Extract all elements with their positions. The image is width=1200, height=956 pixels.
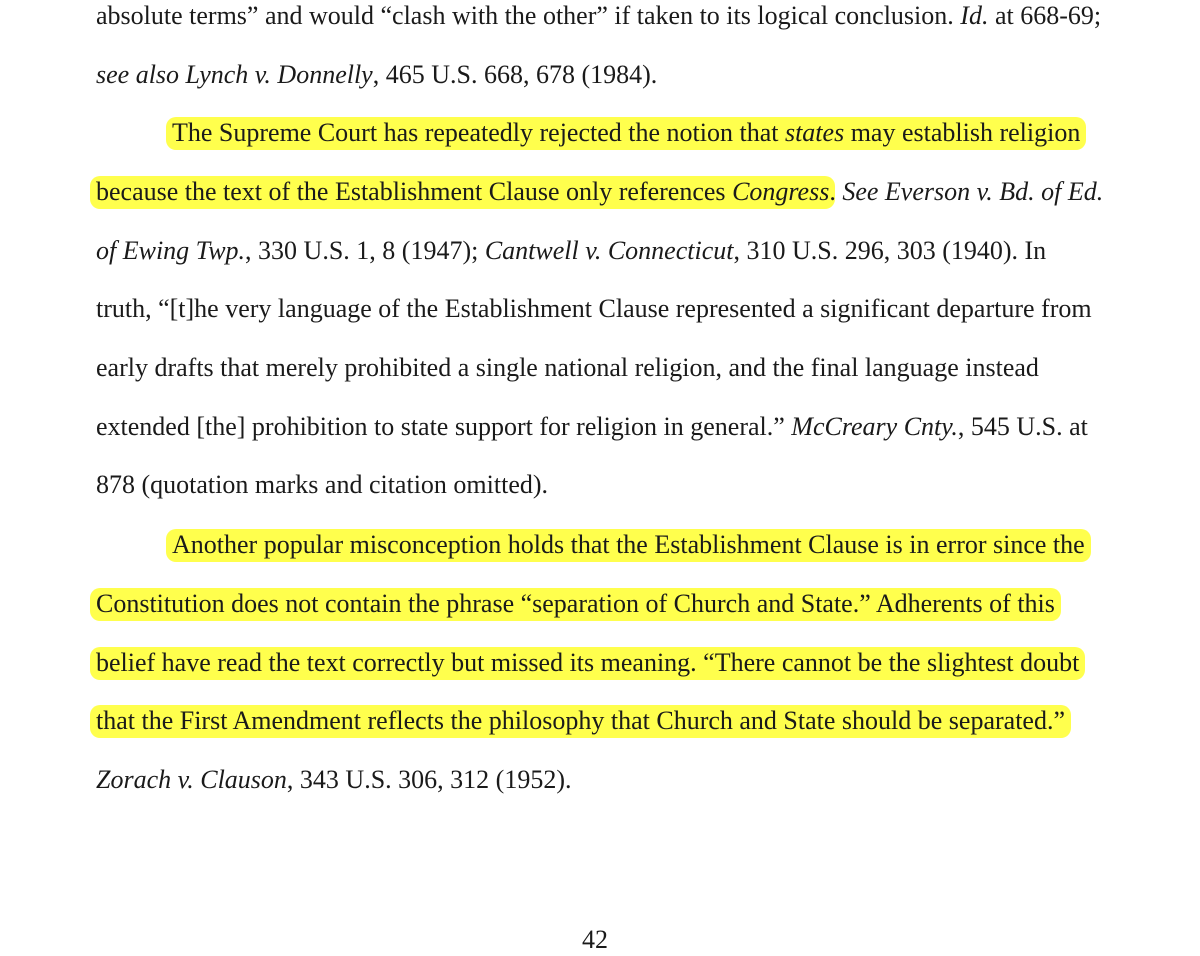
text-line <box>96 647 1079 679</box>
page-number: 42 <box>582 925 608 954</box>
text-line <box>96 764 571 796</box>
text-line <box>96 235 1046 267</box>
highlighted-text: belief have read the text correctly but missed its meaning. “There cannot be the slightest doubt <box>90 647 1085 680</box>
highlighted-text: because the text of the Establishment Clause only references <box>90 176 732 209</box>
citation-text: See Everson v. Bd. of Ed. <box>842 177 1104 206</box>
body-text: at 668-69; <box>988 1 1102 30</box>
citation-text: Cantwell v. Connecticut <box>484 236 734 265</box>
text-line <box>96 0 1101 32</box>
text-line <box>96 59 657 91</box>
text-line <box>96 469 548 501</box>
highlighted-text: states <box>785 117 844 150</box>
body-text: 878 (quotation marks and citation omitted). <box>96 470 549 499</box>
highlighted-text: Another popular misconception holds that the Establishment Clause is in error since the <box>166 529 1091 562</box>
body-text: truth, “[t]he very language of the Establishment Clause represented a significant departure from <box>96 294 1092 323</box>
text-line <box>172 117 1080 149</box>
text-line <box>96 588 1055 620</box>
text-line <box>96 705 1065 737</box>
body-text: , 330 U.S. 1, 8 (1947); <box>245 236 485 265</box>
body-text: , 310 U.S. 296, 303 (1940). In <box>733 236 1047 265</box>
text-line <box>172 529 1085 561</box>
body-text: absolute terms” and would “clash with the other” if taken to its logical conclusion. <box>96 1 961 30</box>
citation-text: of Ewing Twp. <box>96 236 246 265</box>
citation-text: see also Lynch v. Donnelly <box>96 60 373 89</box>
citation-text: Zorach v. Clauson <box>96 765 287 794</box>
citation-text: Id. <box>960 1 989 30</box>
text-line <box>96 176 1103 208</box>
highlighted-text: may establish religion <box>844 117 1086 150</box>
body-text: extended [the] prohibition to state support for religion in general.” <box>96 412 792 441</box>
highlighted-text: Constitution does not contain the phrase “separation of Church and State.” Adherents of this <box>90 588 1061 621</box>
text-line <box>96 352 1039 384</box>
body-text: early drafts that merely prohibited a single national religion, and the final language instead <box>96 353 1039 382</box>
body-text: , 465 U.S. 668, 678 (1984). <box>372 60 658 89</box>
body-text: . <box>829 177 843 206</box>
highlighted-text: The Supreme Court has repeatedly rejected the notion that <box>166 117 785 150</box>
citation-text: McCreary Cnty. <box>791 412 958 441</box>
highlighted-text: Congress <box>732 176 835 209</box>
text-line <box>96 293 1092 325</box>
text-line <box>96 411 1088 443</box>
body-text: , 545 U.S. at <box>957 412 1088 441</box>
body-text: , 343 U.S. 306, 312 (1952). <box>286 765 572 794</box>
highlighted-text: that the First Amendment reflects the philosophy that Church and State should be separated.” <box>90 705 1071 738</box>
